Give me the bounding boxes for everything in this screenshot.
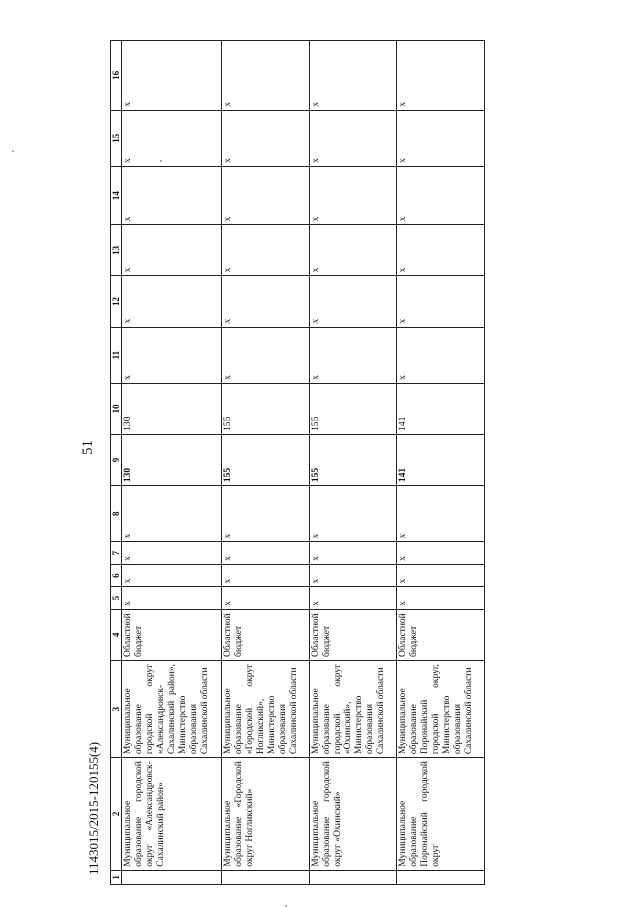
table-cell: Областной бюджет	[222, 609, 310, 660]
table-cell: x	[309, 564, 397, 587]
table-cell: x	[397, 564, 485, 587]
column-header: 6	[111, 564, 122, 587]
column-header: 9	[111, 434, 122, 485]
table-row	[397, 41, 485, 885]
table-cell: x	[122, 225, 222, 276]
table-cell: x	[397, 327, 485, 383]
column-header: 3	[111, 660, 122, 757]
table-cell: x	[122, 327, 222, 383]
table-cell: x	[397, 542, 485, 565]
table-cell: x	[309, 166, 397, 224]
table-cell	[309, 870, 397, 884]
scan-speck	[160, 160, 162, 162]
table-cell: x	[122, 564, 222, 587]
table-cell: 141	[397, 434, 485, 485]
column-header: 2	[111, 758, 122, 871]
column-header: 14	[111, 166, 122, 224]
table-cell: x	[309, 327, 397, 383]
column-header: 16	[111, 41, 122, 111]
table-cell: x	[122, 486, 222, 542]
table-row	[222, 41, 310, 885]
table-cell: Областной бюджет	[397, 609, 485, 660]
table-cell: x	[222, 486, 310, 542]
table-cell: x	[222, 587, 310, 610]
table-row	[122, 41, 222, 885]
table-cell: x	[222, 225, 310, 276]
table-cell: Муниципальное образование «Городской округ Ногликский»	[222, 758, 310, 871]
table-cell: x	[122, 110, 222, 166]
table-cell	[122, 870, 222, 884]
table-cell: x	[397, 41, 485, 111]
table-cell: 155	[309, 383, 397, 434]
table-cell	[222, 870, 310, 884]
table-cell: 130	[122, 383, 222, 434]
table-cell: Муниципальное образование «Городской округ Ногликский», Министерство образования Сахалинской области	[222, 660, 310, 757]
column-header: 4	[111, 609, 122, 660]
scan-speck	[12, 150, 14, 152]
table-cell: x	[122, 276, 222, 327]
table-cell: x	[309, 110, 397, 166]
table-cell: x	[122, 166, 222, 224]
table-cell: Областной бюджет	[122, 609, 222, 660]
table-cell: x	[222, 327, 310, 383]
table-cell: x	[397, 110, 485, 166]
table-cell: 155	[222, 383, 310, 434]
column-header: 7	[111, 542, 122, 565]
column-header: 12	[111, 276, 122, 327]
table-cell: 155	[222, 434, 310, 485]
column-header: 13	[111, 225, 122, 276]
data-table	[110, 40, 485, 885]
table-cell: x	[309, 486, 397, 542]
table-cell: Муниципальное образование городской округ «Охинский», Министерство образования Сахалинской области	[309, 660, 397, 757]
table-cell: Муниципальное образование городской округ «Охинский»	[309, 758, 397, 871]
data-table-rotated	[110, 40, 485, 885]
table-cell: x	[222, 276, 310, 327]
table-cell: x	[222, 110, 310, 166]
table-cell: 141	[397, 383, 485, 434]
table-cell: 155	[309, 434, 397, 485]
table-cell: x	[397, 587, 485, 610]
table-cell	[397, 870, 485, 884]
header-row	[111, 41, 122, 885]
column-header: 5	[111, 587, 122, 610]
table-row	[309, 41, 397, 885]
table-cell: x	[397, 166, 485, 224]
column-header: 15	[111, 110, 122, 166]
table-cell: Муниципальное образование городской округ «Александровск-Сахалинский район»	[122, 758, 222, 871]
table-cell: x	[397, 276, 485, 327]
table-cell: 130	[122, 434, 222, 485]
table-cell: x	[309, 41, 397, 111]
table-cell: Муниципальное образование Поронайский городской округ, Министерство образования Сахалинской области	[397, 660, 485, 757]
table-cell: Областной бюджет	[309, 609, 397, 660]
column-header: 8	[111, 486, 122, 542]
table-cell: x	[122, 587, 222, 610]
column-header: 11	[111, 327, 122, 383]
table-cell: x	[309, 276, 397, 327]
table-cell: x	[309, 587, 397, 610]
table-cell: Муниципальное образование Поронайский городской округ	[397, 758, 485, 871]
table-cell: x	[397, 486, 485, 542]
table-cell: x	[222, 542, 310, 565]
table-cell: x	[397, 225, 485, 276]
table-cell: x	[222, 166, 310, 224]
table-cell: x	[122, 542, 222, 565]
table-cell: x	[222, 41, 310, 111]
column-header: 1	[111, 870, 122, 884]
table-cell: x	[122, 41, 222, 111]
table-cell: Муниципальное образование городской округ «Александровск-Сахалинский район», Министерство образования Сахалинской области	[122, 660, 222, 757]
table-cell: x	[309, 542, 397, 565]
page-number: 51	[80, 440, 96, 455]
document-code: 1143015/2015-120155(4)	[86, 741, 101, 875]
table-cell: x	[309, 225, 397, 276]
table-body	[122, 41, 485, 885]
column-header: 10	[111, 383, 122, 434]
table-cell: x	[222, 564, 310, 587]
